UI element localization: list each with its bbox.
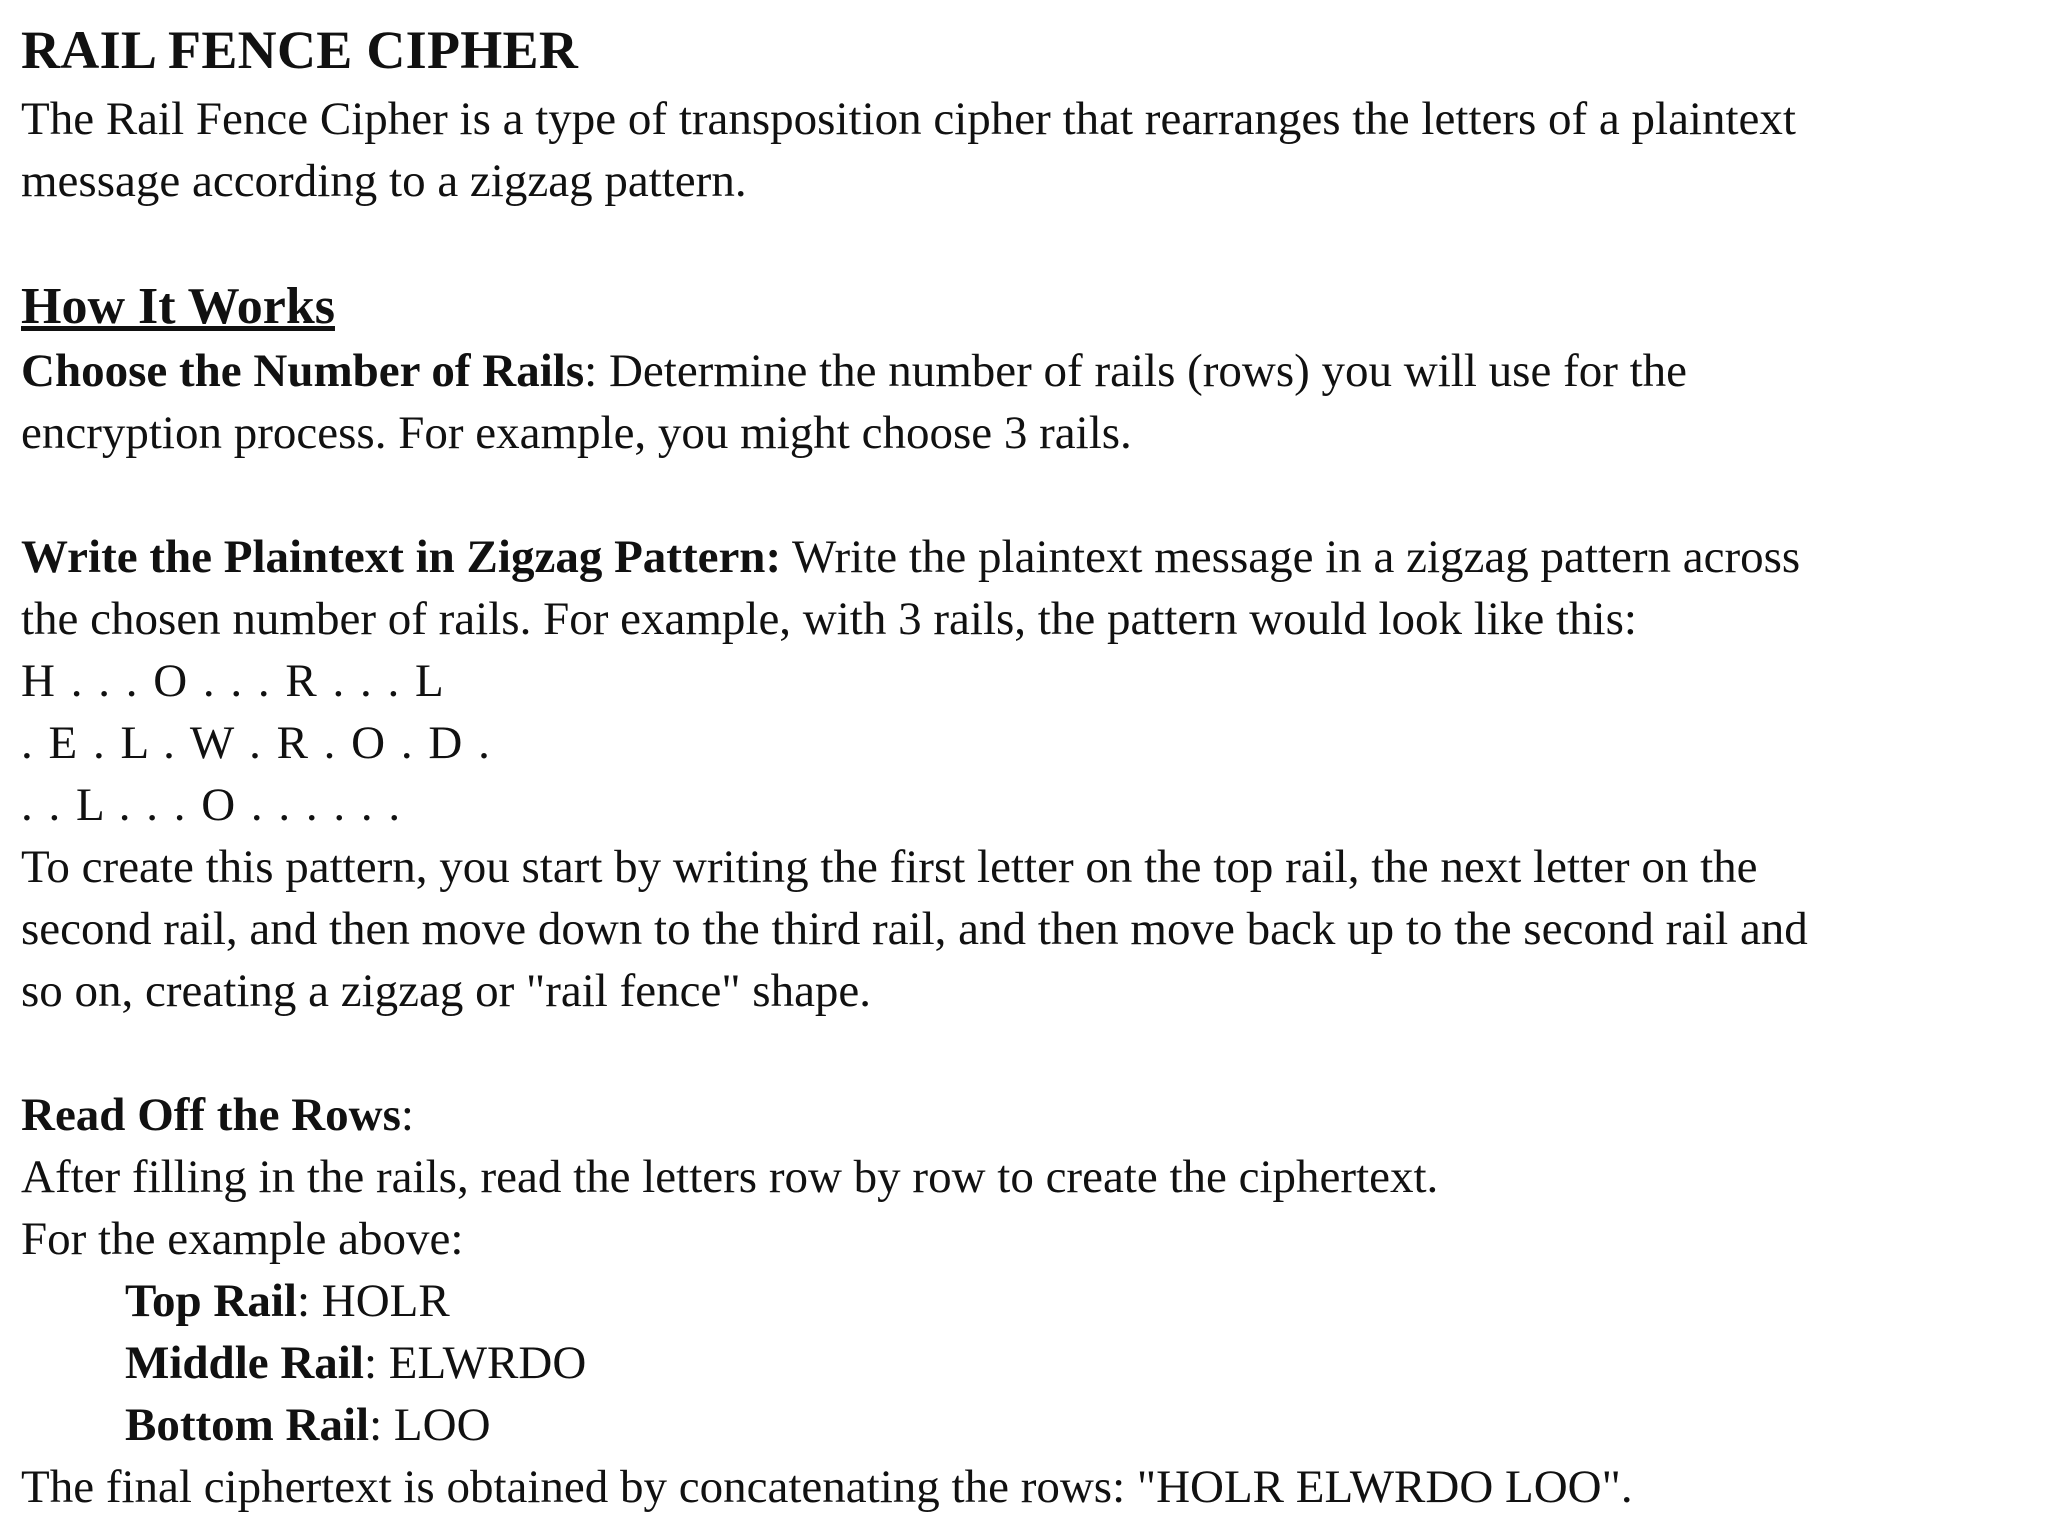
step3-label: Read Off the Rows bbox=[21, 1089, 401, 1141]
step3-colon: : bbox=[400, 1089, 414, 1141]
intro-line-1: The Rail Fence Cipher is a type of transposition cipher that rearranges the letters of a plaintext bbox=[21, 93, 1796, 145]
explain-line-2: second rail, and then move down to the third rail, and then move back up to the second rail and bbox=[21, 903, 1808, 955]
step1-label: Choose the Number of Rails bbox=[21, 345, 585, 397]
step2-line-2: the chosen number of rails. For example, with 3 rails, the pattern would look like this: bbox=[21, 593, 1637, 645]
step1-line-2: encryption process. For example, you might choose 3 rails. bbox=[21, 407, 1132, 459]
spacer bbox=[21, 1022, 2031, 1084]
step3-line-1: After filling in the rails, read the letters row by row to create the ciphertext. bbox=[21, 1151, 1439, 1203]
rail-top-label: Top Rail bbox=[125, 1275, 297, 1327]
rail-bottom-value: : LOO bbox=[369, 1399, 491, 1451]
spacer bbox=[21, 212, 2031, 274]
document-page bbox=[21, 12, 2031, 1518]
zigzag-row-bottom: . . L . . . O . . . . . . bbox=[21, 779, 403, 831]
intro-line-2: message according to a zigzag pattern. bbox=[21, 155, 747, 207]
step2-label: Write the Plaintext in Zigzag Pattern: bbox=[21, 531, 782, 583]
explain-line-3: so on, creating a zigzag or "rail fence" shape. bbox=[21, 965, 872, 1017]
rail-top bbox=[21, 1270, 2031, 1332]
spacer bbox=[21, 464, 2031, 526]
zigzag-row-top: H . . . O . . . R . . . L bbox=[21, 655, 446, 707]
step1-colon: : bbox=[584, 345, 598, 397]
step3-line-2: For the example above: bbox=[21, 1213, 464, 1265]
rail-bottom-label: Bottom Rail bbox=[125, 1399, 370, 1451]
step3-heading-line bbox=[21, 1084, 2031, 1146]
document-title: RAIL FENCE CIPHER bbox=[21, 20, 579, 80]
rail-middle-value: : ELWRDO bbox=[363, 1337, 587, 1389]
explain-line-1: To create this pattern, you start by writing the first letter on the top rail, the next letter on the bbox=[21, 841, 1758, 893]
step2-text: Write the plaintext message in a zigzag pattern across bbox=[781, 531, 1801, 583]
rail-bottom bbox=[21, 1394, 2031, 1456]
step1-line-1 bbox=[21, 340, 2031, 402]
step2-line-1 bbox=[21, 526, 2031, 588]
step1-text: Determine the number of rails (rows) you will use for the bbox=[597, 345, 1688, 397]
final-ciphertext-line: The final ciphertext is obtained by concatenating the rows: "HOLR ELWRDO LOO". bbox=[21, 1461, 1633, 1513]
section-heading: How It Works bbox=[21, 278, 335, 335]
rail-middle bbox=[21, 1332, 2031, 1394]
zigzag-row-middle: . E . L . W . R . O . D . bbox=[21, 717, 492, 769]
rail-middle-label: Middle Rail bbox=[125, 1337, 364, 1389]
rail-top-value: : HOLR bbox=[296, 1275, 450, 1327]
